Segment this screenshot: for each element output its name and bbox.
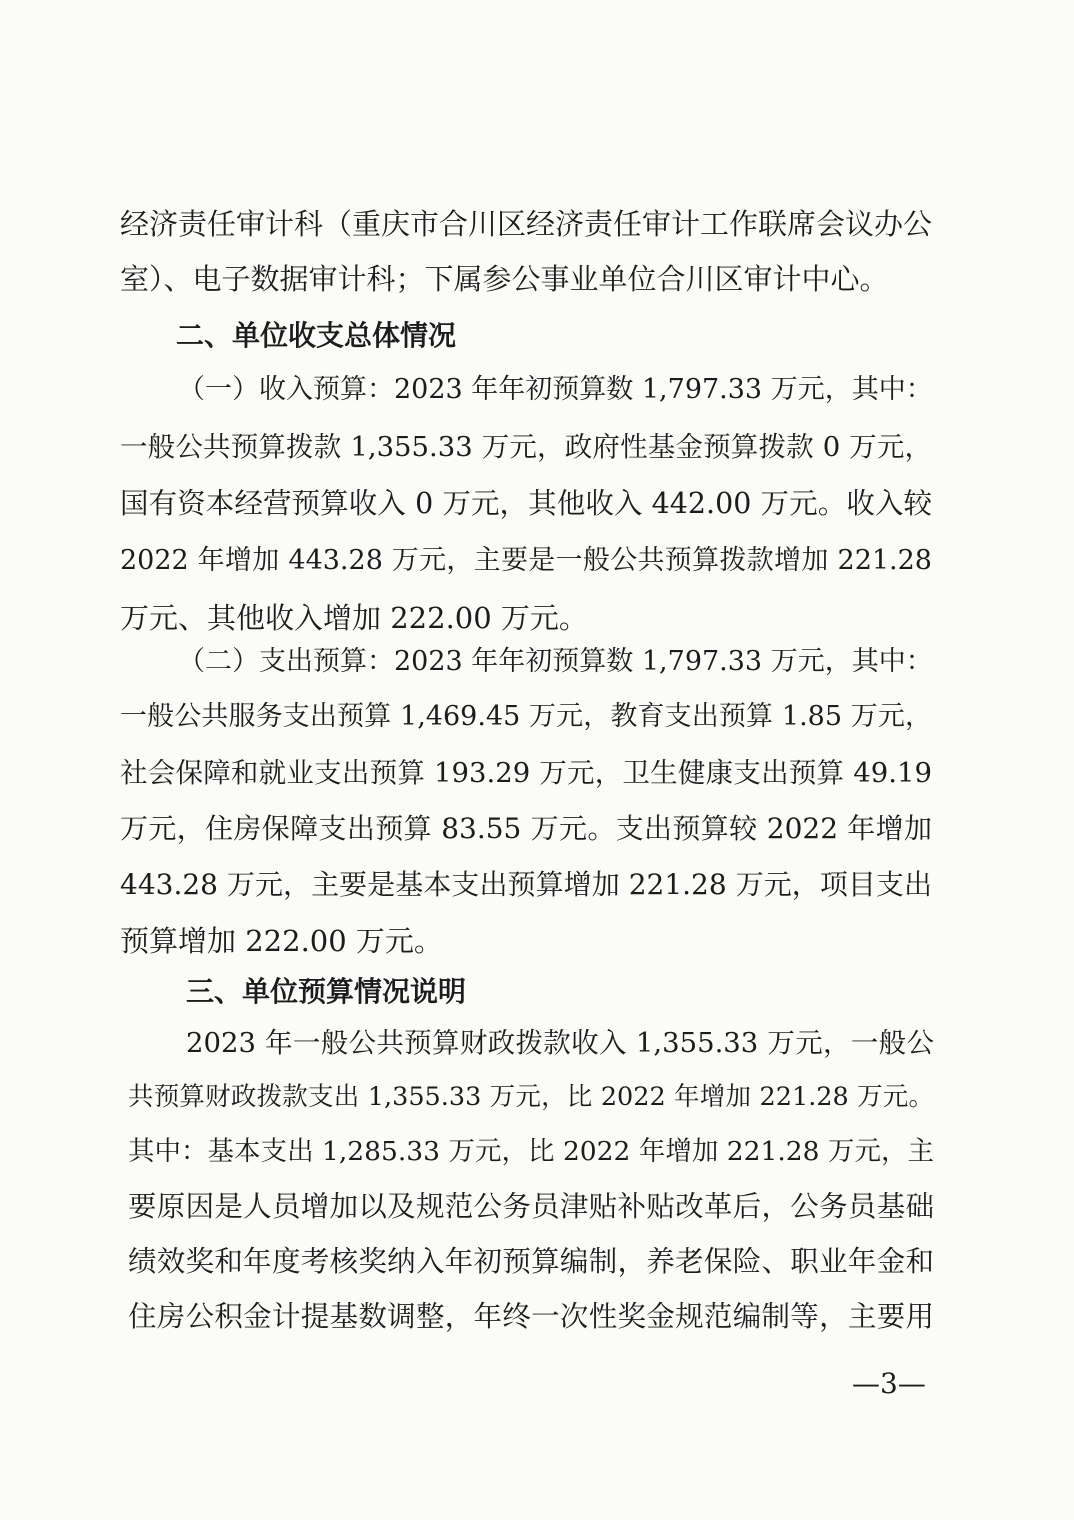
page-number: —3—: [852, 1367, 926, 1400]
expense-line-1: （二）支出预算：2023 年年初预算数 1,797.33 万元，其中：: [178, 646, 933, 677]
income-line-1: （一）收入预算：2023 年年初预算数 1,797.33 万元，其中：: [178, 374, 933, 405]
intro-line-1: 经济责任审计科（重庆市合川区经济责任审计工作联席会议办公: [120, 207, 933, 241]
expense-line-3: 社会保障和就业支出预算 193.29 万元，卫生健康支出预算 49.19: [120, 757, 932, 789]
budget-line-4: 要原因是人员增加以及规范公务员津贴补贴改革后，公务员基础: [128, 1190, 934, 1223]
income-line-4: 2022 年增加 443.28 万元，主要是一般公共预算拨款增加 221.28: [120, 545, 932, 576]
income-line-5: 万元、其他收入增加 222.00 万元。: [120, 601, 588, 635]
income-line-3: 国有资本经营预算收入 0 万元，其他收入 442.00 万元。收入较: [120, 487, 932, 520]
budget-line-6: 住房公积金计提基数调整，年终一次性奖金规范编制等，主要用: [128, 1300, 934, 1333]
expense-line-4: 万元，住房保障支出预算 83.55 万元。支出预算较 2022 年增加: [120, 812, 932, 845]
budget-line-5: 绩效奖和年度考核奖纳入年初预算编制，养老保险、职业年金和: [128, 1245, 934, 1278]
budget-line-3: 其中：基本支出 1,285.33 万元，比 2022 年增加 221.28 万元，主: [128, 1136, 934, 1167]
section-2-heading: 二、单位收支总体情况: [176, 319, 457, 352]
expense-line-2: 一般公共服务支出预算 1,469.45 万元，教育支出预算 1.85 万元，: [120, 701, 932, 732]
budget-line-1: 2023 年一般公共预算财政拨款收入 1,355.33 万元，一般公: [186, 1027, 934, 1059]
intro-line-2: 室）、电子数据审计科；下属参公事业单位合川区审计中心。: [120, 262, 889, 296]
income-line-2: 一般公共预算拨款 1,355.33 万元，政府性基金预算拨款 0 万元，: [120, 431, 932, 463]
expense-line-5: 443.28 万元，主要是基本支出预算增加 221.28 万元，项目支出: [120, 868, 932, 901]
budget-line-2: 共预算财政拨款支出 1,355.33 万元，比 2022 年增加 221.28 万元。: [128, 1082, 934, 1112]
section-3-heading: 三、单位预算情况说明: [186, 975, 467, 1008]
expense-line-6: 预算增加 222.00 万元。: [120, 924, 443, 958]
